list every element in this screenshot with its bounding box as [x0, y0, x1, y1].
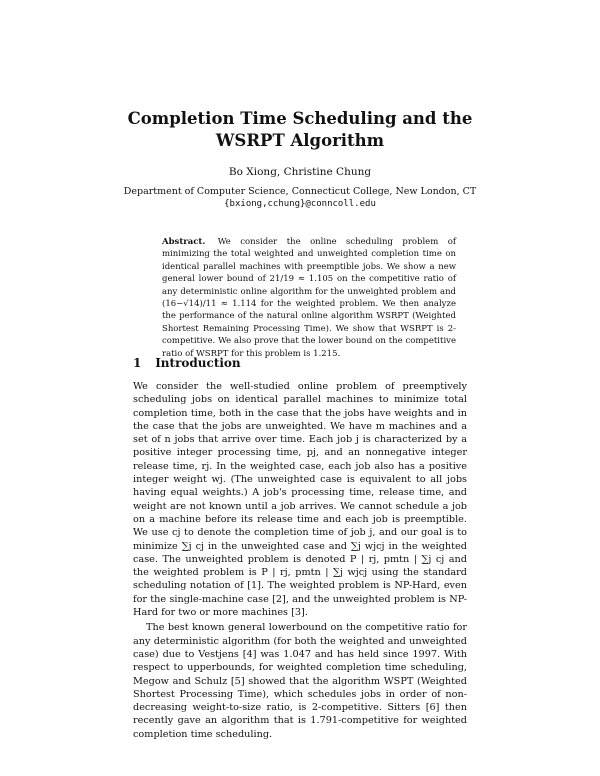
paper-title: Completion Time Scheduling and the WSRPT Algorithm: [127, 109, 473, 150]
section-title: Introduction: [155, 356, 241, 370]
section-number: 1: [133, 356, 142, 370]
email: {bxiong,cchung}@conncoll.edu: [224, 199, 376, 209]
paragraph: The best known general lowerbound on the competitive ratio for any deterministic algorithm (for both the weighted and unweighted case) due to Vestjens [4] was 1.047 and has held since 1997. With respect to upperbounds, for weighted completion time scheduling, Megow and Schulz [5] showed that the algorithm WSPT (Weighted Shortest Processing Time), which schedules jobs in order of non-decreasing weight-to-size ratio, is 2-competitive. Sitters [6] then recently gave an algorithm that is 1.791-competitive for weighted completion time scheduling.: [133, 622, 467, 740]
abstract: [162, 236, 456, 360]
abstract-label: Abstract.: [162, 237, 206, 247]
authors: Bo Xiong, Christine Chung: [228, 166, 372, 178]
section-heading: [133, 355, 241, 371]
abstract-text: We consider the online scheduling problem of minimizing the total weighted and unweighted completion time on identical parallel machines with preemptible jobs. We show a new general lower bound of 21/19 ≈ 1.105 on the competitive ratio of any deterministic online algorithm for the unweighted problem and (16−√14)/11 ≈ 1.114 for the weighted problem. We then analyze the performance of the natural online algorithm WSRPT (Weighted Shortest Remaining Processing Time). We show that WSRPT is 2-competitive. We also prove that the lower bound on the competitive ratio of WSRPT for this problem is 1.215.: [162, 237, 456, 359]
paragraph: We consider the well-studied online problem of preemptively scheduling jobs on identical parallel machines to minimize total completion time, both in the case that the jobs have weights and in the case that the jobs are unweighted. We have m machines and a set of n jobs that arrive over time. Each job j is characterized by a positive integer processing time, pj, and an nonnegative integer release time, rj. In the weighted case, each job also has a positive integer weight wj. (The unweighted case is equivalent to all jobs having equal weights.) A job's processing time, release time, and weight are not known until a job arrives. We cannot schedule a job on a machine before its release time and each job is preemptible. We use cj to denote the completion time of job j, and our goal is to minimize ∑j cj in the unweighted case and ∑j wjcj in the weighted case. The unweighted problem is denoted P | rj, pmtn | ∑j cj and the weighted problem is P | rj, pmtn | ∑j wjcj using the standard scheduling notation of [1]. The weighted problem is NP-Hard, even for the single-machine case [2], and the unweighted problem is NP-Hard for two or more machines [3].: [133, 381, 467, 619]
body-text: [133, 380, 467, 741]
affiliation: Department of Computer Science, Connecticut College, New London, CT: [123, 186, 477, 197]
